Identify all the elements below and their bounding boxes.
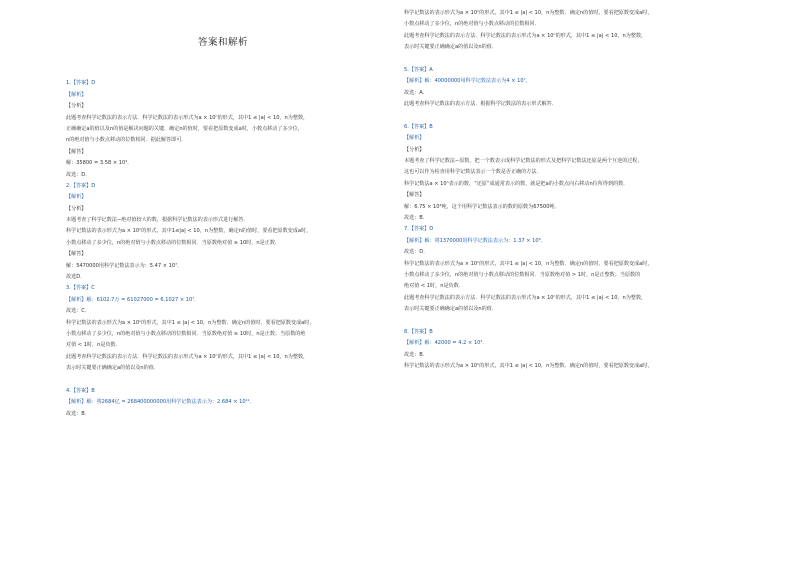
text-line: 故选：C． — [66, 308, 90, 315]
text-line: 表示时关键要正确确定a的值以及n的值． — [404, 44, 497, 51]
answer-heading: 7.【答案】D — [404, 226, 434, 233]
text-line: 【解析】 — [404, 135, 425, 142]
text-line: 科学记数法的表示形式为a × 10ⁿ的形式，其中1 ≤ |a| < 10，n为整数．确定n的值时，要看把原数变成a时， — [404, 260, 653, 267]
text-line: n的绝对值与小数点移动的位数相同．据此解答即可． — [66, 137, 187, 144]
text-line: 对值 < 1时，n是负数． — [66, 342, 121, 349]
text-line: 绝对值 < 1时，n是负数． — [404, 283, 464, 290]
text-line: 小数点移动了多少位，n的绝对值与小数点移动的位数相同．当原数绝对值 ≥ 10时，n是正数；当原数的绝 — [66, 330, 306, 337]
text-line: 科学记数法的表示形式为a × 10ⁿ的形式，其中1 ≤ |a| < 10，n为整数．确定n的值时，要看把原数变成a时， — [66, 319, 315, 326]
text-line: 小数点移动了多少位，n的绝对值与小数点移动的位数相同．当原数绝对值 > 1时，n是正整数；当原数的 — [404, 271, 641, 278]
text-line: 故选：B． — [404, 215, 428, 222]
text-line: 解：5470000用科学记数法表示为：5.47 × 10⁷． — [66, 262, 183, 269]
text-line: 小数点移动了多少位，n的绝对值与小数点移动的位数相同．当原数绝对值 ≥ 10时，n是正数． — [66, 239, 281, 246]
answer-heading: 2.【答案】D — [66, 182, 96, 189]
answer-heading: 1.【答案】D — [66, 80, 96, 87]
spacer — [66, 67, 384, 78]
text-line: 解：35800 = 3.58 × 10⁴． — [66, 160, 133, 167]
text-line: 此题考查科学记数法的表示方法．根据科学记数法的表示形式解答． — [404, 101, 557, 108]
answer-heading: 6.【答案】B — [404, 123, 433, 130]
spacer — [404, 54, 734, 65]
text-line: 故选D． — [66, 274, 86, 281]
text-line: 【解析】 — [66, 91, 87, 98]
text-line: 小数点移动了多少位，n的绝对值与小数点移动的位数相同． — [404, 21, 540, 28]
text-line: 【解答】 — [66, 148, 87, 155]
text-line: 故选：D． — [66, 171, 91, 178]
text-line: 【解析】解：将2684亿 = 268400000000用科学记数法表示为：2.684 × 10¹¹． — [66, 399, 255, 406]
spacer — [404, 316, 734, 327]
text-line: 这也可以作为检查用科学记数法表示一个数是否正确的方法． — [404, 169, 542, 176]
text-line: 此题考查科学记数法的表示方法．科学记数法的表示形式为a × 10ⁿ的形式，其中1 ≤ |a| < 10，n为整数， — [66, 353, 309, 360]
answer-heading: 4.【答案】B — [66, 387, 95, 394]
page-title: 答案和解析 — [198, 37, 249, 48]
answer-heading: 8.【答案】B — [404, 328, 433, 335]
text-line: 科学记数法的表示形式为a × 10ⁿ的形式，其中1≤|a| < 10，n为整数，确定n的值时，要看把原数变成a时， — [66, 228, 312, 235]
right-column — [404, 8, 734, 373]
text-line: 【分析】 — [66, 103, 87, 110]
answer-heading: 3.【答案】C — [66, 285, 95, 292]
text-line: 科学记数法的表示形式为a × 10ⁿ的形式，其中1 ≤ |a| < 10，n为整数．确定n的值时，要看把原数变成a时， — [404, 363, 653, 370]
text-line: 正确确定a的值以及n的值是解决问题的关键．确定n的值时，要看把原数变成a时，小数点移动了多少位， — [66, 125, 303, 132]
text-line: 此题考查科学记数法的表示方法．科学记数法的表示形式为a × 10ⁿ的形式，其中1 ≤ |a| < 10，n为整数， — [404, 32, 647, 39]
text-line: 故选：D． — [404, 249, 429, 256]
text-line: 【解析】解：42000 = 4.2 × 10⁴． — [404, 340, 488, 347]
text-line: 本题考查了科学记数法−原数，把一个数表示成科学记数法的形式及把科学记数法还原是两个互逆的过程， — [404, 158, 643, 165]
text-line: 【解析】 — [66, 194, 87, 201]
text-line: 此题考查科学记数法的表示方法．科学记数法的表示形式为a × 10ⁿ的形式，其中1 ≤ |a| < 10，n为整数， — [404, 294, 647, 301]
text-line: 表示时关键要正确确定a的值以及n的值． — [404, 306, 497, 313]
text-line: 故选：A． — [404, 89, 428, 96]
text-line: 科学记数法的表示形式为a × 10ⁿ的形式，其中1 ≤ |a| < 10，n为整数．确定n的值时，要看把原数变成a时， — [404, 10, 653, 16]
text-line: 【解答】 — [404, 192, 425, 199]
text-line: 解：6.75 × 10⁴吨，这个用科学记数法表示的数的原数为67500吨． — [404, 203, 560, 210]
spacer — [404, 111, 734, 122]
text-line: 【解答】 — [66, 251, 87, 258]
text-line: 表示时关键要正确确定a的值以及n的值． — [66, 365, 159, 372]
spacer — [66, 375, 384, 386]
text-line: 科学记数法a × 10ⁿ表示的数，“还原”成通常表示的数，就是把a的小数点向右移动n位所得到的数． — [404, 180, 629, 187]
text-line: 故选：B． — [404, 351, 428, 358]
text-line: 【解析】解：6102.7万 = 61027000 = 6.1027 × 10⁷． — [66, 296, 200, 303]
text-line: 此题考查科学记数法的表示方法．科学记数法的表示形式为a × 10ⁿ的形式，其中1 ≤ |a| < 10，n为整数， — [66, 114, 309, 121]
text-line: 故选：B． — [66, 410, 90, 417]
text-line: 本题考查了科学记数法−绝对值较大的数，根据科学记数法的表示形式进行解答． — [66, 217, 249, 224]
left-column — [66, 67, 384, 420]
text-line: 【分析】 — [404, 146, 425, 153]
text-line: 【解析】解：将1370000用科学记数法表示为：1.37 × 10⁶． — [404, 237, 546, 244]
text-line: 【解析】解：40000000用科学记数法表示为4 × 10⁷， — [404, 78, 531, 85]
answer-heading: 5.【答案】A — [404, 66, 433, 73]
text-line: 【分析】 — [66, 205, 87, 212]
